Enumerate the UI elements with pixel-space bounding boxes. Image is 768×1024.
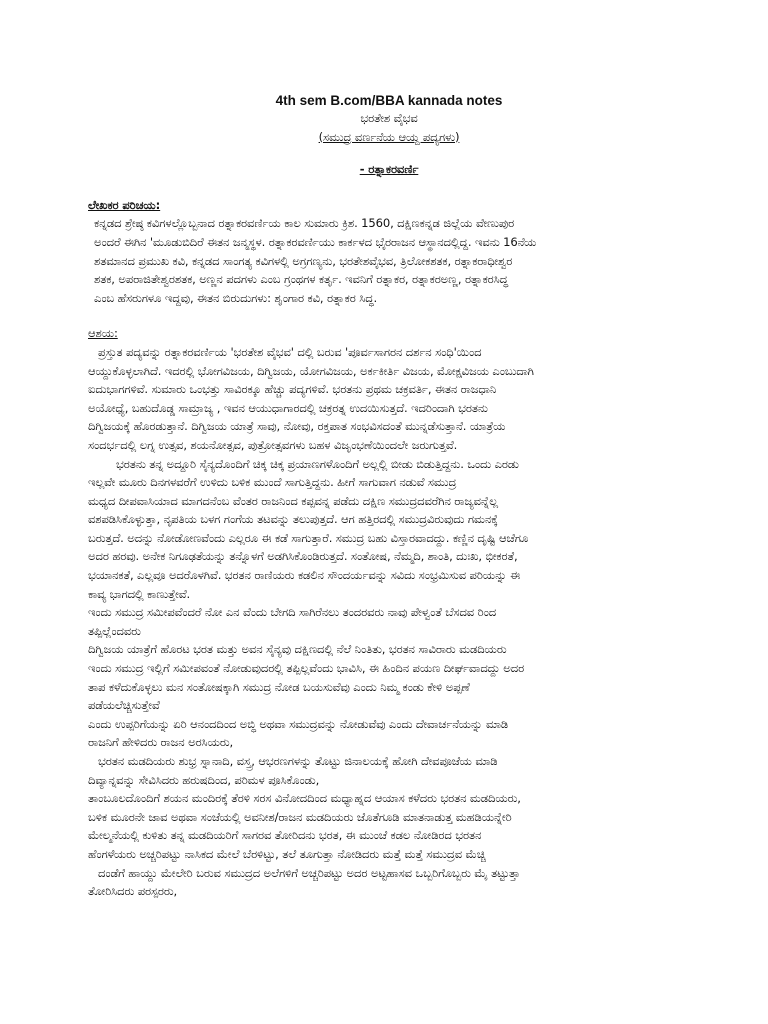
summary-paragraph-2	[88, 455, 690, 604]
text-line: ಇಂದು ಸಮುದ್ರ ಸಮೀಪವೆಂದರೆ ನೋ ಎನ ವೆಂದು ಬೇಗದಿ ಸಾಗಿರೆನಲು ತಂದರವರು ನಾವು ಪೇಳ್ವಂತೆ ಬೆಸದವ ರಿಂದ	[88, 605, 497, 620]
text-line: ತಾಂಬೂಲದೊಂದಿಗೆ ಶಯನ ಮಂದಿರಕ್ಕೆ ತೆರಳಿ ಸರಸ ವಿನೋದದಿಂದ ಮಧ್ಯಾಹ್ನದ ಆಯಾಸ ಕಳೆದರು ಭರತನ ಮಡದಿಯರು,	[88, 791, 521, 806]
text-line: ದಿಗ್ವಿಜಯ ಯಾತ್ರೆಗೆ ಹೊರಟ ಭರತ ಮತ್ತು ಅವನ ಸೈನ್ಯವು ದಕ್ಷಿಣದಲ್ಲಿ ನೆಲೆ ನಿಂತಿತು, ಭರತನ ಸಾವಿರಾರು ಮಡದಿಯರು	[88, 642, 507, 657]
text-line: ಇಂದು ಸಮುದ್ರ ಇಲ್ಲಿಗೆ ಸಮೀಪವಂತೆ ನೋಡುವುದರಲ್ಲಿ ತಪ್ಪಿಲ್ಲವೆಂದು ಭಾವಿಸಿ, ಈ ಹಿಂದಿನ ಪಯಣ ದೀರ್ಘವಾದದ್ದು ಅದರ	[88, 661, 525, 676]
summary-paragraph-1	[88, 343, 690, 455]
text-line: ರಾಜನಿಗೆ ಹೇಳಿದರು ರಾಜನ ಅರಸಿಯರು,	[88, 735, 234, 750]
explanation-paragraph-1	[88, 640, 690, 714]
text-line: ಭಯಾನಕತೆ, ಎಲ್ಲವೂ ಅದರೊಳಗಿವೆ. ಭರತನ ರಾಣಿಯರು ಕಡಲಿನ ಸೌಂದರ್ಯವನ್ನು ಸವಿದು ಸಂಭ್ರಮಿಸುವ ಪರಿಯನ್ನು ಈ	[88, 568, 521, 583]
text-line: ಮಧ್ಯದ ದೀಪವಾಸಿಯಾದ ಮಾಗದನೆಂಬ ವೆಂತರ ರಾಜನಿಂದ ಕಪ್ಪವನ್ನ ಪಡೆದು ದಕ್ಷಿಣ ಸಮುದ್ರದವರೆಗಿನ ರಾಜ್ಯವನ್ನೆಲ್ಲ	[88, 493, 498, 508]
text-line: ಕಾವ್ಯ ಭಾಗದಲ್ಲಿ ಕಾಣುತ್ತೇವೆ.	[88, 586, 191, 601]
text-line: ಶತಕ, ಅಪರಾಜಿತೇಶ್ವರಶತಕ, ಅಣ್ಣನ ಪದಗಳು ಎಂಬ ಗ್ರಂಥಗಳ ಕರ್ತೃ. ಇವನಿಗೆ ರತ್ನಾಕರ, ರತ್ನಾಕರಅಣ್ಣ, ರತ್ನಾಕರಸಿದ್ಧ	[94, 272, 508, 287]
poem-title: ಭರತೇಶ ವೈಭವ	[360, 111, 418, 125]
text-line: ಭರತನು ತನ್ನ ಅದ್ದೂರಿ ಸೈನ್ಯದೊಂದಿಗೆ ಚಿಕ್ಕ ಚಿಕ್ಕ ಪ್ರಯಾಣಗಳೊಂದಿಗೆ ಅಲ್ಲಲ್ಲಿ ಬೀಡು ಬಿಡುತ್ತಿದ್ದನು. ಒಂದು ಎರಡು	[116, 456, 519, 471]
explanation-paragraph-5	[88, 864, 690, 901]
text-line: ಮೇಲ್ಮನೆಯಲ್ಲಿ ಕುಳಿತು ತನ್ನ ಮಡದಿಯರಿಗೆ ಸಾಗರವ ತೋರಿದನು ಭರತ, ಈ ಮುಂಚೆ ಕಡಲ ನೋಡಿರದ ಭರತನ	[88, 828, 482, 843]
spacer	[88, 179, 690, 196]
author-intro-paragraph	[88, 214, 690, 307]
text-line: ದಿವ್ಯಾನ್ನವನ್ನು ಸೇವಿಸಿದರು ಹರುಷದಿಂದ, ಪರಿಮಳ ಪೂಸಿಕೊಂಡು,	[88, 772, 320, 787]
text-line: ಬಳಿಕ ಮೂರನೇ ಜಾವ ಅಥವಾ ಸಂಜೆಯಲ್ಲಿ ಅವನೀಶ/ರಾಜನ ಮಡದಿಯರು ಜೊತೆಗೂಡಿ ಮಾತನಾಡುತ್ತ ಮಹಡಿಯನ್ನೇರಿ	[88, 809, 512, 824]
spacer	[88, 307, 690, 324]
text-line: ಪಡೆಯಲೆಚ್ಚಿಸುತ್ತೇವೆ	[88, 698, 160, 713]
text-line: ಸಂದರ್ಭದಲ್ಲಿ ಲಗ್ನ ಉತ್ಸವ, ಶಯನೋತ್ಸವ, ಪುತ್ರೋತ್ಸವಗಳು ಬಹಳ ವಿಜೃಂಭಣೆಯಿಂದಲೇ ಜರುಗುತ್ತವೆ.	[88, 437, 458, 452]
text-line: ಬರುತ್ತದೆ. ಅದನ್ನು ನೋಡೋಣವೆಂದು ಎಲ್ಲರೂ ಈ ಕಡೆ ಸಾಗುತ್ತಾರೆ. ಸಮುದ್ರ ಬಹು ವಿಸ್ತಾರವಾದದ್ದು. ಕಣ್ಣಿನ ದೃಷ್ಟಿ ಆಚೆಗೂ	[88, 530, 529, 545]
poet-name: - ರತ್ನಾಕರವರ್ಣಿ	[359, 162, 419, 177]
text-line: ತಾಪ ಕಳೆದುಕೊಳ್ಳಲು ಮನ ಸಂತೋಷಕ್ಕಾಗಿ ಸಮುದ್ರ ನೋಡ ಬಯಸುವೆವು ಎಂದು ನಿಮ್ಮ ಕಂಡು ಕೇಳಿ ಅಪ್ಪಣೆ	[88, 679, 470, 694]
text-line: ಐದುಭಾಗಗಳಿವೆ. ಸುಮಾರು ಒಂಭತ್ತು ಸಾವಿರಕ್ಕೂ ಹೆಚ್ಚು ಪದ್ಯಗಳಿವೆ. ಭರತನು ಪ್ರಥಮ ಚಕ್ರವರ್ತಿ, ಈತನ ರಾಜಧಾನಿ	[88, 382, 497, 397]
poem-verse-1	[88, 603, 690, 640]
text-line: ತೋರಿಸಿದರು ಪರಸ್ಪರರು,	[88, 884, 178, 899]
text-line: ಅಯೋಧ್ಯೆ, ಬಹುದೊಡ್ಡ ಸಾಮ್ರಾಜ್ಯ , ಇವನ ಆಯುಧಾಗಾರದಲ್ಲಿ ಚಕ್ರರತ್ನ ಉದಯಿಸುತ್ತದೆ. ಇದರಿಂದಾಗಿ ಭರತನು	[88, 400, 488, 415]
text-line: ಆಯ್ದುಕೊಳ್ಳಲಾಗಿದೆ. ಇದರಲ್ಲಿ ಭೋಗವಿಜಯ, ದಿಗ್ವಿಜಯ, ಯೋಗವಿಜಯ, ಅರ್ಕಕೀರ್ತಿ ವಿಜಯ, ಮೋಕ್ಷವಿಜಯ ಎಂಬುದಾಗಿ	[88, 363, 534, 378]
summary-heading: ಆಶಯ:	[88, 326, 118, 341]
author-intro-heading: ಲೇಖಕರ ಪರಿಚಯ:	[88, 197, 161, 212]
document-title: 4th sem B.com/BBA kannada notes	[275, 93, 503, 108]
text-line: ಕನ್ನಡದ ಶ್ರೇಷ್ಠ ಕವಿಗಳಲ್ಲೊಬ್ಬನಾದ ರತ್ನಾಕರವರ್ಣಿಯ ಕಾಲ ಸುಮಾರು ಕ್ರಿಶ. 1560, ದಕ್ಷಿಣಕನ್ನಡ ಜಿಲ್ಲೆಯ ವೇಣುಪುರ	[94, 216, 515, 231]
summary-section	[88, 324, 690, 900]
text-line: ಎಂಬ ಹೆಸರುಗಳೂ ಇದ್ದವು, ಈತನ ಬಿರುದುಗಳು: ಶೃಂಗಾರ ಕವಿ, ರತ್ನಾಕರ ಸಿದ್ಧ.	[94, 290, 378, 305]
text-line: ಅದರ ಹರವು. ಅನೇಕ ನಿಗೂಢತೆಯನ್ನು ತನ್ನೊಳಗೆ ಅಡಗಿಸಿಕೊಂಡಿರುತ್ತದೆ. ಸಂತೋಷ, ನೆಮ್ಮದಿ, ಶಾಂತಿ, ದುಃಖ, ಭೀಕರತೆ,	[88, 549, 518, 564]
text-line: ಎಂದು ಉಪ್ಪರಿಗೆಯನ್ನು ಏರಿ ಆನಂದದಿಂದ ಅಬ್ಧಿ ಅಥವಾ ಸಮುದ್ರವನ್ನು ನೋಡುವೆವು ಎಂದು ದೇವಾರ್ಚನೆಯನ್ನು ಮಾಡಿ	[88, 716, 509, 731]
text-line: ಶತಮಾನದ ಪ್ರಮುಖ ಕವಿ, ಕನ್ನಡದ ಸಾಂಗತ್ಯ ಕವಿಗಳಲ್ಲಿ ಅಗ್ರಗಣ್ಯನು, ಭರತೇಶವೈಭವ, ತ್ರಿಲೋಕಶತಕ, ರತ್ನಾಕರಾಧೀಶ್ವರ	[94, 253, 513, 268]
explanation-paragraph-3	[88, 752, 690, 789]
text-line: ಭರತನ ಮಡದಿಯರು ಶುಭ್ರ ಸ್ನಾನಾದಿ, ವಸ್ತ್ರ, ಆಭರಣಗಳನ್ನು ತೊಟ್ಟು ಜಿನಾಲಯಕ್ಕೆ ಹೋಗಿ ದೇವಪೂಜೆಯ ಮಾಡಿ	[98, 754, 498, 768]
document-header	[88, 92, 690, 179]
text-line: ತಪ್ಪಿಲ್ಲೆಂದವರು	[88, 623, 141, 638]
poem-subtitle: (ಸಮುದ್ರ ವರ್ಣನೆಯ ಆಯ್ದ ಪದ್ಯಗಳು)	[318, 129, 460, 144]
text-line: ವಶಪಡಿಸಿಕೊಳ್ಳುತ್ತಾ, ನೃಪತಿಯ ಬಳಗ ಗಂಗೆಯ ತಟವನ್ನು ತಲುಪುತ್ತದೆ. ಆಗ ಹತ್ತಿರದಲ್ಲಿ ಸಮುದ್ರವಿರುವುದು ಗಮನಕ್ಕೆ	[88, 512, 498, 527]
spacer	[88, 146, 690, 160]
text-line: ಅಂದರೆ ಈಗಿನ 'ಮೂಡುಬಿದಿರೆ ಈತನ ಜನ್ಮಸ್ಥಳ. ರತ್ನಾಕರವರ್ಣಿಯು ಕಾರ್ಕಳದ ಭೈರರಾಜನ ಆಸ್ಥಾನದಲ್ಲಿದ್ದ. ಇವನು 16ನೆಯ	[94, 234, 537, 249]
explanation-paragraph-2	[88, 715, 690, 752]
text-line: ಹೆಂಗಳೆಯರು ಅಚ್ಚರಿಪಟ್ಟು ನಾಸಿಕದ ಮೇಲೆ ಬೆರಳಿಟ್ಟು, ತಲೆ ತೂಗುತ್ತಾ ನೋಡಿದರು ಮತ್ತೆ ಮತ್ತೆ ಸಮುದ್ರವ ಮೆಚ್ಚಿ	[88, 846, 486, 861]
author-intro-section	[88, 196, 690, 308]
text-line: ಪ್ರಸ್ತುತ ಪದ್ಯವನ್ನು ರತ್ನಾಕರವರ್ಣಿಯ 'ಭರತೇಶ ವೈಭವ' ದಲ್ಲಿ ಬರುವ 'ಪೂರ್ವಸಾಗರನ ದರ್ಶನ ಸಂಧಿ'ಯಿಂದ	[98, 344, 482, 359]
explanation-paragraph-4	[88, 789, 690, 863]
text-line: ದಿಗ್ವಿಜಯಕ್ಕೆ ಹೊರಡುತ್ತಾನೆ. ದಿಗ್ವಿಜಯ ಯಾತ್ರೆ ಸಾವು, ನೋವು, ರಕ್ತಪಾತ ಸಂಭವಿಸದಂತೆ ಮುನ್ನಡೆಸುತ್ತಾನೆ. ಯಾತ್ರೆಯ	[88, 419, 506, 434]
text-line: ದಂಡೆಗೆ ಹಾಯ್ದು ಮೇಲೇರಿ ಬರುವ ಸಮುದ್ರದ ಅಲೆಗಳಿಗೆ ಅಚ್ಚರಿಪಟ್ಟು ಅದರ ಅಟ್ಟಹಾಸವ ಒಬ್ಬರಿಗೊಬ್ಬರು ಮೈ ತಟ್ಟುತ್ತಾ	[98, 865, 521, 880]
text-line: ಇಲ್ಲವೇ ಮೂರು ದಿನಗಳವರೆಗೆ ಉಳಿದು ಬಳಿಕ ಮುಂದೆ ಸಾಗುತ್ತಿದ್ದನು. ಹೀಗೆ ಸಾಗುವಾಗ ನಡುವೆ ಸಮುದ್ರ	[88, 475, 457, 490]
